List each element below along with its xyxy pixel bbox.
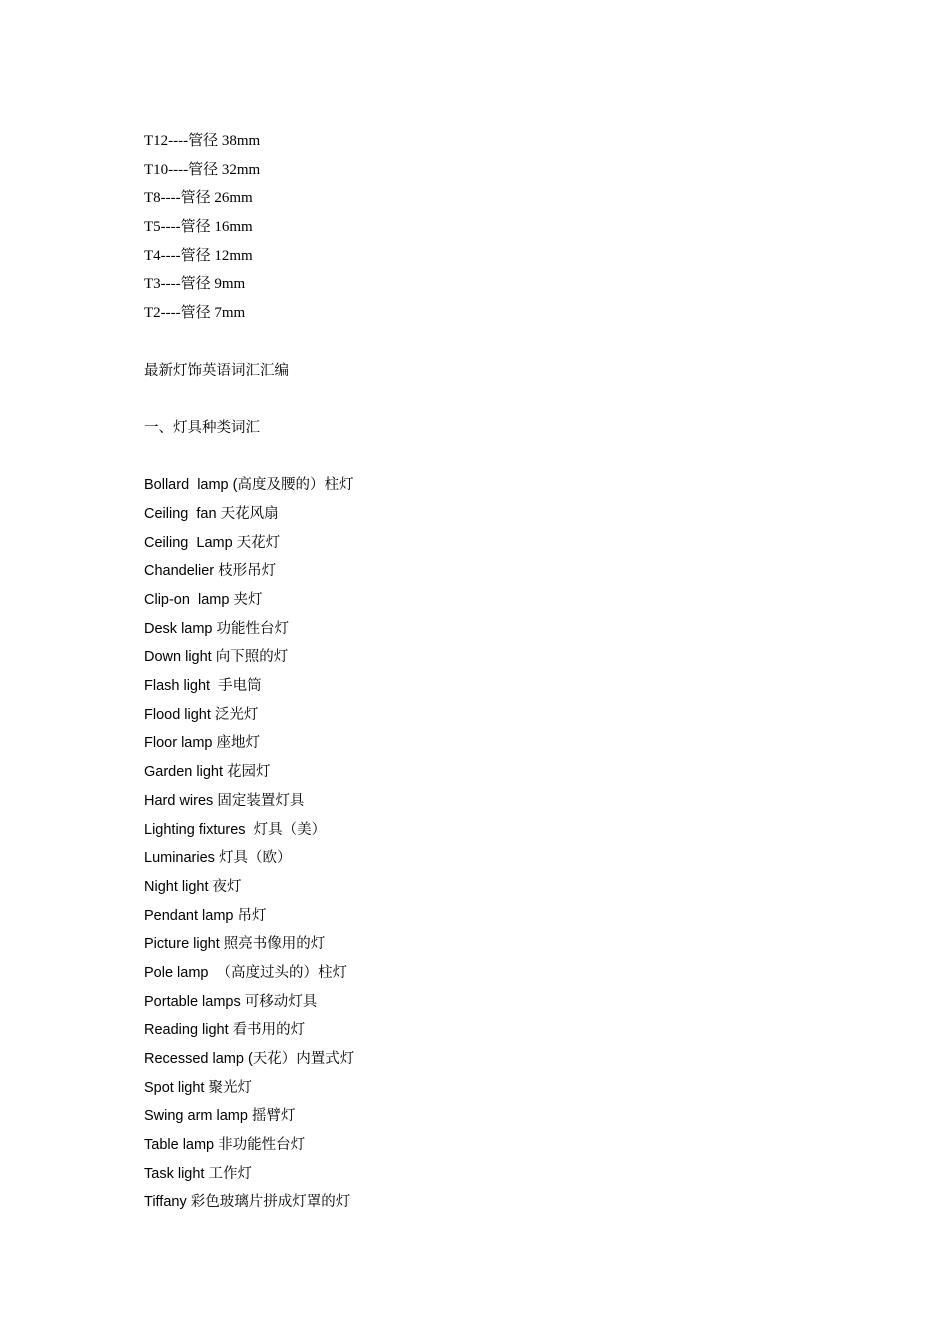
tube-spec-item: T4----管径 12mm (144, 247, 253, 264)
vocabulary-item: Ceiling Lamp 天花灯 (144, 534, 281, 551)
vocabulary-item: Chandelier 枝形吊灯 (144, 563, 277, 580)
vocabulary-item: Lighting fixtures 灯具（美） (144, 821, 327, 838)
vocabulary-item: Flash light 手电筒 (144, 678, 262, 695)
vocabulary-item: Desk lamp 功能性台灯 (144, 620, 290, 637)
vocabulary-item: Bollard lamp (高度及腰的）柱灯 (144, 477, 354, 494)
vocabulary-item: Picture light 照亮书像用的灯 (144, 936, 326, 953)
vocabulary-item: Clip-on lamp 夹灯 (144, 592, 263, 608)
vocabulary-item: Spot light 聚光灯 (144, 1079, 252, 1096)
vocabulary-item: Night light 夜灯 (144, 878, 242, 895)
vocabulary-item: Task light 工作灯 (144, 1165, 252, 1182)
vocabulary-list (144, 471, 844, 1217)
tube-spec-item: T2----管径 7mm (144, 305, 246, 322)
spacer (144, 443, 844, 472)
tube-spec-item: T5----管径 16mm (144, 219, 253, 236)
vocabulary-item: Reading light 看书用的灯 (144, 1022, 306, 1039)
vocabulary-item: Portable lamps 可移动灯具 (144, 993, 318, 1010)
vocabulary-item: Pendant lamp 吊灯 (144, 907, 267, 924)
spacer (144, 385, 844, 414)
tube-spec-list (144, 127, 844, 328)
vocabulary-item: Down light 向下照的灯 (144, 649, 289, 666)
section-heading: 一、灯具种类词汇 (144, 419, 260, 436)
vocabulary-item: Recessed lamp (天花）内置式灯 (144, 1051, 355, 1067)
spacer (144, 328, 844, 357)
vocabulary-item: Luminaries 灯具（欧） (144, 850, 292, 867)
document-title: 最新灯饰英语词汇汇编 (144, 362, 289, 379)
vocabulary-item: Flood light 泛光灯 (144, 706, 259, 723)
vocabulary-item: Garden light 花园灯 (144, 764, 271, 781)
tube-spec-item: T10----管径 32mm (144, 161, 261, 178)
vocabulary-item: Hard wires 固定装置灯具 (144, 792, 305, 809)
tube-spec-item: T8----管径 26mm (144, 190, 253, 207)
vocabulary-item: Pole lamp （高度过头的）柱灯 (144, 964, 348, 981)
vocabulary-item: Ceiling fan 天花风扇 (144, 505, 279, 522)
vocabulary-item: Swing arm lamp 摇臂灯 (144, 1108, 296, 1125)
tube-spec-item: T12----管径 38mm (144, 133, 261, 149)
tube-spec-item: T3----管径 9mm (144, 276, 246, 293)
vocabulary-item: Table lamp 非功能性台灯 (144, 1137, 306, 1154)
document-content (144, 127, 844, 1217)
vocabulary-item: Tiffany 彩色玻璃片拼成灯罩的灯 (144, 1194, 351, 1211)
vocabulary-item: Floor lamp 座地灯 (144, 735, 261, 752)
